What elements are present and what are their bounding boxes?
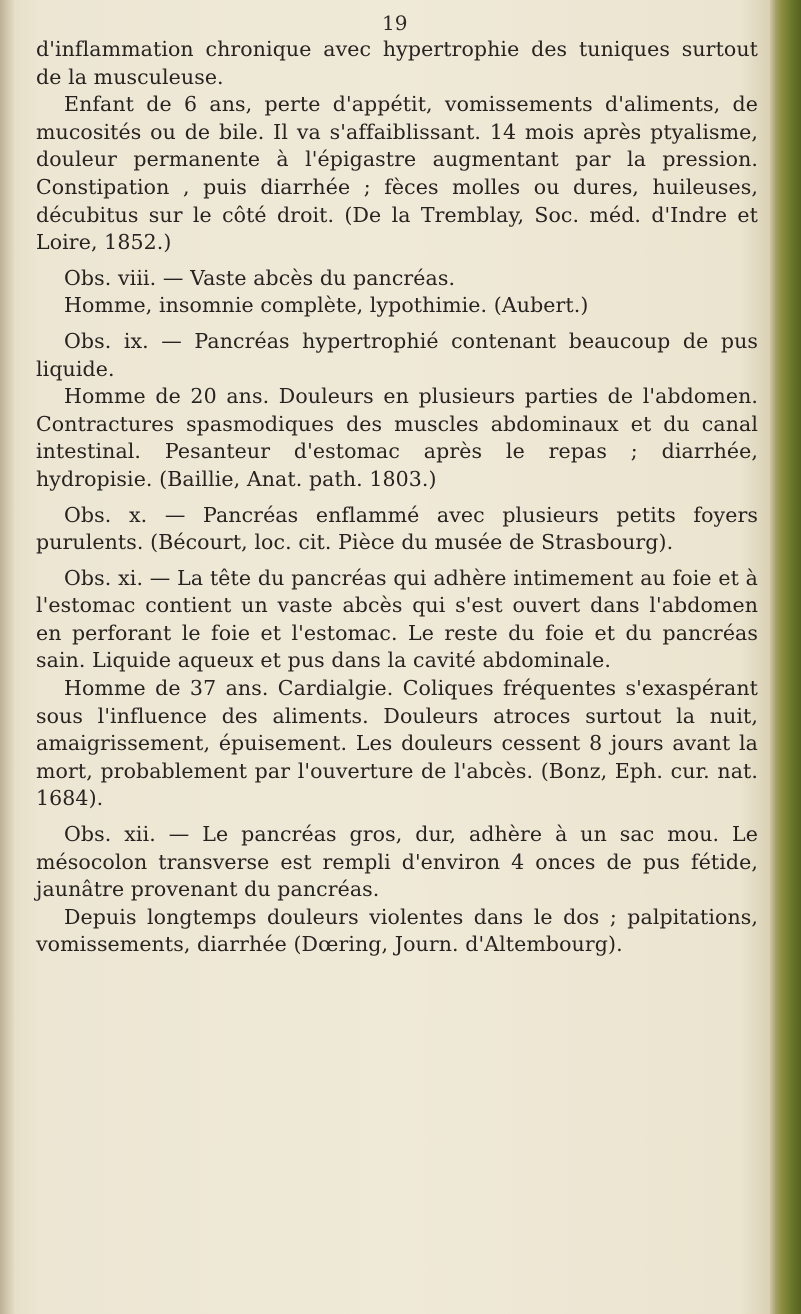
book-spine-edge bbox=[770, 0, 801, 1314]
observation-ix-title: Obs. ix. — Pancréas hypertrophié contenant beaucoup de pus liquide. bbox=[36, 328, 758, 381]
observation-viii-title: Obs. viii. — Vaste abcès du pancréas. bbox=[64, 265, 456, 290]
paragraph-case-child: Enfant de 6 ans, perte d'appétit, vomissements d'aliments, de mucosités ou de bile. Il va s'affaiblissant. 14 mois après ptyalisme, douleur permanente à l'épigastre augmentant par la pression. Constipation , puis diarrhée ; fèces molles ou dures, huileuses, décubitus sur le côté droit. (De la Tremblay, Soc. méd. d'Indre et Loire, 1852.) bbox=[36, 92, 758, 255]
observation-xi: Obs. xi. — La tête du pancréas qui adhère intimement au foie et à l'estomac contient un vaste abcès qui s'est ouvert dans l'abdomen en perforant le foie et l'estomac. Le reste du foie et du pancréas sain. Liquide aqueux et pus dans la cavité abdominale. bbox=[36, 565, 758, 673]
observation-xii-case: Depuis longtemps douleurs violentes dans le dos ; palpitations, vomissements, diarrhée (Dœring, Journ. d'Altembourg). bbox=[36, 904, 758, 957]
observation-x: Obs. x. — Pancréas enflammé avec plusieurs petits foyers purulents. (Bécourt, loc. cit. Pièce du musée de Strasbourg). bbox=[36, 502, 758, 555]
observation-ix-case: Homme de 20 ans. Douleurs en plusieurs parties de l'abdomen. Contractures spasmodiques des muscles abdominaux et du canal intestinal. Pesanteur d'estomac après le repas ; diarrhée, hydropisie. (Baillie, Anat. path. 1803.) bbox=[36, 384, 758, 491]
page-left-edge bbox=[0, 0, 14, 1314]
paragraph-intro-continuation: d'inflammation chronique avec hypertrophie des tuniques surtout de la musculeuse. bbox=[36, 37, 758, 89]
observation-xii: Obs. xii. — Le pancréas gros, dur, adhère à un sac mou. Le mésocolon transverse est rempli d'environ 4 onces de pus fétide, jaunâtre provenant du pancréas. bbox=[36, 822, 758, 902]
page-number: 19 bbox=[382, 11, 408, 35]
document-body bbox=[36, 36, 758, 959]
observation-viii-case: Homme, insomnie complète, lypothimie. (Aubert.) bbox=[64, 293, 589, 318]
observation-xi-case: Homme de 37 ans. Cardialgie. Coliques fréquentes s'exaspérant sous l'influence des aliments. Douleurs atroces surtout la nuit, amaigrissement, épuisement. Les douleurs cessent 8 jours avant la mort, probablement par l'ouverture de l'abcès. (Bonz, Eph. cur. nat. 1684). bbox=[36, 676, 758, 811]
